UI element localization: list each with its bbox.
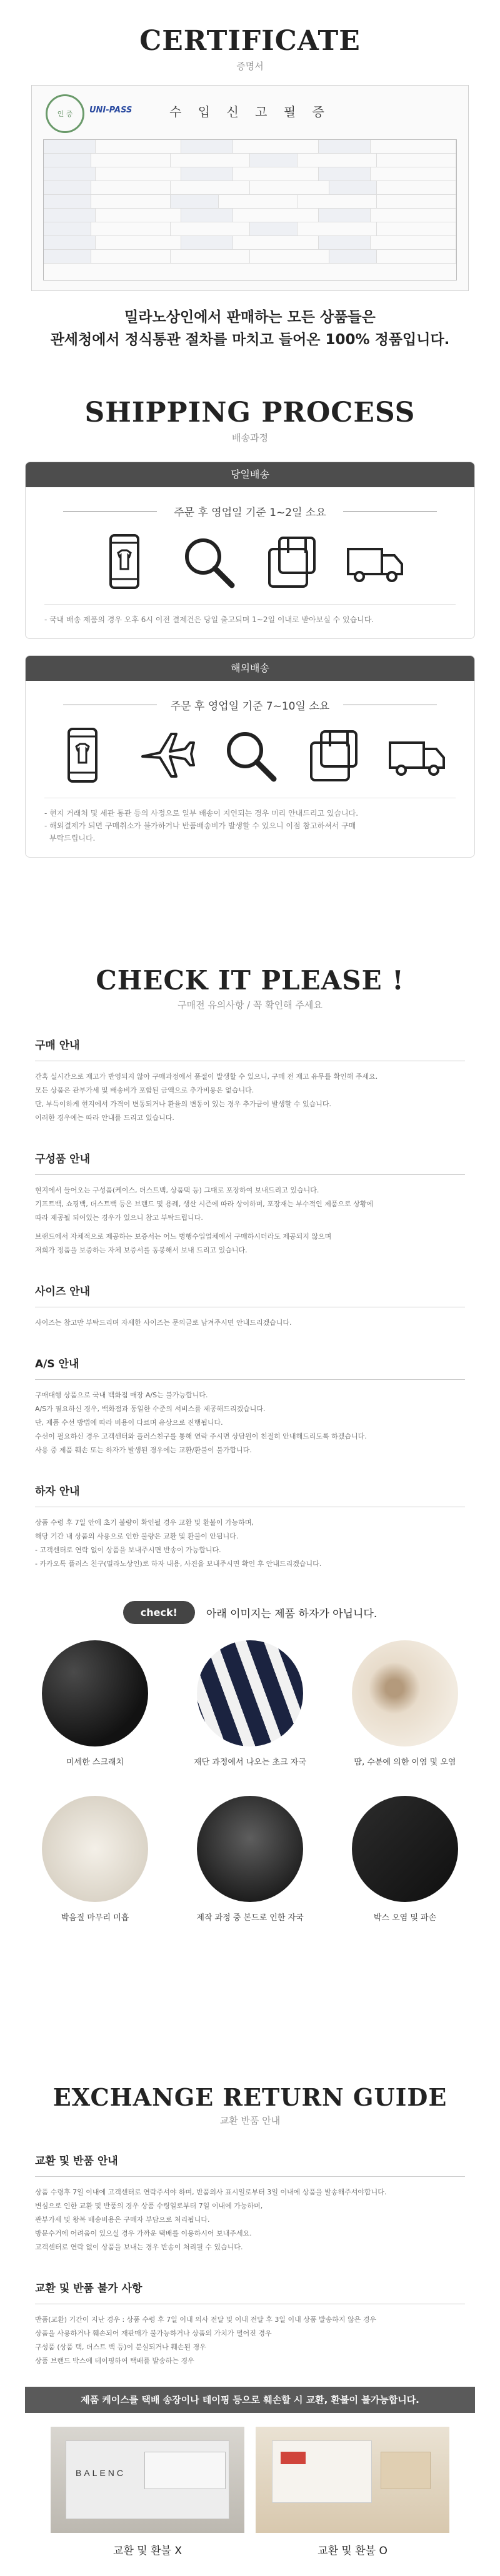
size-guide-text	[35, 1316, 465, 1330]
defect-label: 재단 과정에서 나오는 초크 자국	[194, 1758, 306, 1767]
exchange-guide-heading: 교환 및 반품 안내	[35, 2152, 465, 2177]
text-line: 모든 상품은 관부가세 및 배송비가 포함된 금액으로 추가비용은 없습니다.	[35, 1086, 254, 1094]
not-defect-notice	[0, 1601, 500, 1624]
certificate-table	[43, 139, 457, 280]
no-exchange-heading: 교환 및 반품 불가 사항	[35, 2279, 465, 2304]
text-line: A/S가 필요하신 경우, 백화점과 동일한 수준의 서비스를 제공해드리겠습니다.	[35, 1405, 266, 1413]
text-line: 구성품 (상품 택, 더스트 백 등)이 분실되거나 훼손된 경우	[35, 2343, 206, 2351]
text-line: 관부가세 및 왕복 배송비용은 구매자 부담으로 처리됩니다.	[35, 2216, 210, 2224]
defect-example	[194, 1640, 306, 1767]
domestic-process-icons	[26, 530, 474, 593]
overseas-note-line: 부탁드립니다.	[49, 834, 96, 843]
text-line: 단, 제품 수선 방법에 따라 비용이 다르며 유상으로 진행됩니다.	[35, 1419, 223, 1427]
text-line: 상품을 사용하거나 훼손되어 재판매가 불가능하거나 상품의 가치가 떨어진 경우	[35, 2329, 272, 2337]
airplane-icon	[135, 724, 198, 786]
overseas-shipping-lead: 주문 후 영업일 기준 7~10일 소요	[26, 697, 474, 713]
caption-line: 밀라노상인에서 판매하는 모든 상품들은	[124, 309, 376, 325]
text-line: 고객센터로 연락 없이 상품을 보내는 경우 반송이 처리될 수 있습니다.	[35, 2243, 243, 2251]
domestic-shipping-note: - 국내 배송 제품의 경우 오후 6시 이전 결제건은 당일 출고되며 1~2일 이내로 받아보실 수 있습니다.	[44, 604, 456, 638]
taped-box-photo	[51, 2427, 244, 2533]
defect-label: 제작 과정 중 본드로 인한 자국	[196, 1913, 304, 1923]
glue-mark-photo	[197, 1796, 303, 1902]
delivery-truck-icon	[344, 530, 407, 593]
box-example-o	[256, 2427, 449, 2557]
as-guide-heading: A/S 안내	[35, 1355, 465, 1380]
overseas-shipping-notes	[44, 798, 456, 857]
text-line: 사이즈는 참고만 부탁드리며 자세한 사이즈는 문의글로 남겨주시면 안내드리겠습니다.	[35, 1319, 292, 1327]
clean-box-photo	[256, 2427, 449, 2533]
text-line: 방문수거에 어려움이 있으실 경우 가까운 택배를 이용하시어 보내주세요.	[35, 2229, 252, 2237]
exchange-notes	[0, 2152, 500, 2368]
magnifier-icon	[177, 530, 239, 593]
package-icon	[302, 724, 365, 786]
caption-line: 관세청에서 정식통관 절차를 마치고 들어온 100% 정품입니다.	[50, 332, 450, 348]
overseas-process-icons	[26, 724, 474, 786]
domestic-shipping-box	[25, 462, 475, 639]
check-section	[0, 965, 500, 1923]
domestic-shipping-lead: 주문 후 영업일 기준 1~2일 소요	[26, 503, 474, 519]
delivery-truck-icon	[386, 724, 449, 786]
defect-label: 땀, 수분에 의한 이염 및 오염	[354, 1758, 456, 1767]
text-line: 상품 수령후 7일 이내에 고객센터로 연락주셔야 하며, 반품의사 표시일로부터 3일 이내에 상품을 발송해주셔야합니다.	[35, 2188, 387, 2196]
chalk-mark-photo	[197, 1640, 303, 1746]
box-example-x	[51, 2427, 244, 2557]
scratch-photo	[42, 1640, 148, 1746]
certification-stamp-icon: 인 증	[46, 94, 84, 133]
shipping-subtitle: 배송과정	[232, 432, 268, 443]
overseas-note-line: - 해외결제가 되면 구매취소가 불가하거나 반품배송비가 발생할 수 있으니 이점 참고하셔서 구매	[44, 821, 356, 830]
text-line: 저희가 정품을 보증하는 자체 보증서를 동봉해서 보내 드리고 있습니다.	[35, 1246, 248, 1254]
overseas-shipping-box	[25, 655, 475, 858]
components-guide-heading: 구성품 안내	[35, 1150, 465, 1175]
phone-order-icon	[93, 530, 156, 593]
certificate-subtitle: 증명서	[236, 61, 264, 72]
defect-example	[39, 1796, 151, 1923]
import-certificate-image	[31, 85, 469, 291]
defect-examples	[25, 1640, 475, 1923]
check-badge: check!	[123, 1601, 195, 1624]
text-line: 해당 기간 내 상품의 사용으로 인한 불량은 교환 및 환불이 안됩니다.	[35, 1532, 239, 1540]
defect-label: 미세한 스크래치	[66, 1758, 124, 1767]
purchase-guide-heading: 구매 안내	[35, 1036, 465, 1061]
check-subtitle: 구매전 유의사항 / 꼭 확인해 주세요	[178, 999, 322, 1011]
exchange-guide-text	[35, 2186, 465, 2254]
text-line: 기프트백, 쇼핑백, 더스트백 등은 브랜드 및 용례, 생산 시즌에 따라 상이하며, 포장재는 부수적인 제품으로 상황에	[35, 1200, 374, 1208]
unipass-logo: UNI-PASS	[89, 106, 132, 115]
text-line: 변심으로 인한 교환 및 반품의 경우 상품 수령일로부터 7일 이내에 가능하며,	[35, 2202, 263, 2210]
not-defect-text: 아래 이미지는 제품 하자가 아닙니다.	[206, 1608, 378, 1620]
stain-photo	[352, 1640, 458, 1746]
check-title: CHECK IT PLEASE !	[96, 965, 404, 996]
defect-example	[349, 1640, 461, 1767]
text-line: 따라 제공될 되어있는 경우가 있으니 참고 부탁드립니다.	[35, 1214, 203, 1222]
exchange-title: EXCHANGE RETURN GUIDE	[52, 2083, 448, 2111]
text-line: 상품 브랜드 박스에 테이핑하여 택배를 발송하는 경우	[35, 2357, 194, 2365]
certificate-doc-title: 수 입 신 고 필 증	[169, 104, 331, 119]
no-exchange-text	[35, 2313, 465, 2368]
defect-label: 박스 오염 및 파손	[373, 1913, 437, 1923]
text-line: 브랜드에서 자체적으로 제공하는 보증서는 어느 병행수입업체에서 구매하시더라도 제공되지 않으며	[35, 1232, 332, 1241]
overseas-note-line: - 현지 거래처 및 세관 통관 등의 사정으로 일부 배송이 지연되는 경우 미리 안내드리고 있습니다.	[44, 809, 359, 818]
text-line: - 고객센터로 연락 없이 상품을 보내주시면 반송이 가능합니다.	[35, 1546, 221, 1554]
defect-example	[39, 1640, 151, 1767]
shipping-title: SHIPPING PROCESS	[84, 397, 416, 429]
text-line: 구매대행 상품으로 국내 백화점 매장 A/S는 불가능합니다.	[35, 1391, 208, 1399]
text-line: 간혹 실시간으로 재고가 반영되지 않아 구매과정에서 품절이 발생할 수 있으니, 구매 전 재고 유무를 확인해 주세요.	[35, 1073, 378, 1081]
text-line: 반품(교환) 기간이 지난 경우 : 상품 수령 후 7일 이내 의사 전달 및 이내 전달 후 3일 이내 상품 발송하지 않은 경우	[35, 2316, 377, 2324]
components-guide-text	[35, 1184, 465, 1257]
box-o-label: 교환 및 환불 O	[318, 2545, 388, 2557]
brand-logo: BALENC	[76, 2468, 126, 2478]
stitching-photo	[42, 1796, 148, 1902]
certificate-caption	[0, 306, 500, 351]
package-icon	[261, 530, 323, 593]
defect-example	[194, 1796, 306, 1923]
box-x-label: 교환 및 환불 X	[113, 2545, 182, 2557]
text-line: 이러한 경우에는 따라 안내를 드리고 있습니다.	[35, 1114, 174, 1122]
defect-guide-heading: 하자 안내	[35, 1482, 465, 1507]
box-damage-photo	[352, 1796, 458, 1902]
exchange-section	[0, 2083, 500, 2557]
domestic-shipping-label: 당일배송	[26, 462, 474, 487]
purchase-notes	[0, 1036, 500, 1571]
exchange-subtitle: 교환 반품 안내	[219, 2115, 281, 2126]
purchase-guide-text	[35, 1070, 465, 1125]
text-line: 사용 중 제품 훼손 또는 하자가 발생된 경우에는 교환/환불이 불가합니다.	[35, 1446, 252, 1454]
defect-guide-text	[35, 1516, 465, 1571]
shipping-section	[0, 397, 500, 858]
overseas-shipping-label: 해외배송	[26, 656, 474, 681]
box-examples	[0, 2427, 500, 2557]
as-guide-text	[35, 1389, 465, 1457]
text-line: 수선이 필요하신 경우 고객센터와 플러스친구를 통해 연락 주시면 상담원이 친절히 안내해드리도록 하겠습니다.	[35, 1432, 367, 1440]
defect-example	[349, 1796, 461, 1923]
text-line: - 카카오톡 플러스 친구(밀라노상인)로 하자 내용, 사진을 보내주시면 확인 후 안내드리겠습니다.	[35, 1560, 322, 1568]
text-line: 상품 수령 후 7일 안에 초기 불량이 확인될 경우 교환 및 환불이 가능하며,	[35, 1518, 254, 1527]
size-guide-heading: 사이즈 안내	[35, 1282, 465, 1307]
text-line: 단, 부득이하게 현지에서 가격이 변동되거나 환율의 변동이 있는 경우 추가금이 발생할 수 있습니다.	[35, 1100, 331, 1108]
case-damage-banner: 제품 케이스를 택배 송장이나 테이핑 등으로 훼손할 시 교환, 환불이 불가능합니다.	[25, 2387, 475, 2413]
magnifier-icon	[219, 724, 281, 786]
defect-label: 박음질 마무리 미흡	[61, 1913, 129, 1923]
certificate-title: CERTIFICATE	[139, 25, 361, 57]
phone-order-icon	[51, 724, 114, 786]
text-line: 현지에서 들어오는 구성품(케이스, 더스트백, 상품택 등) 그대로 포장하여 보내드리고 있습니다.	[35, 1186, 319, 1194]
certificate-section	[0, 25, 500, 351]
